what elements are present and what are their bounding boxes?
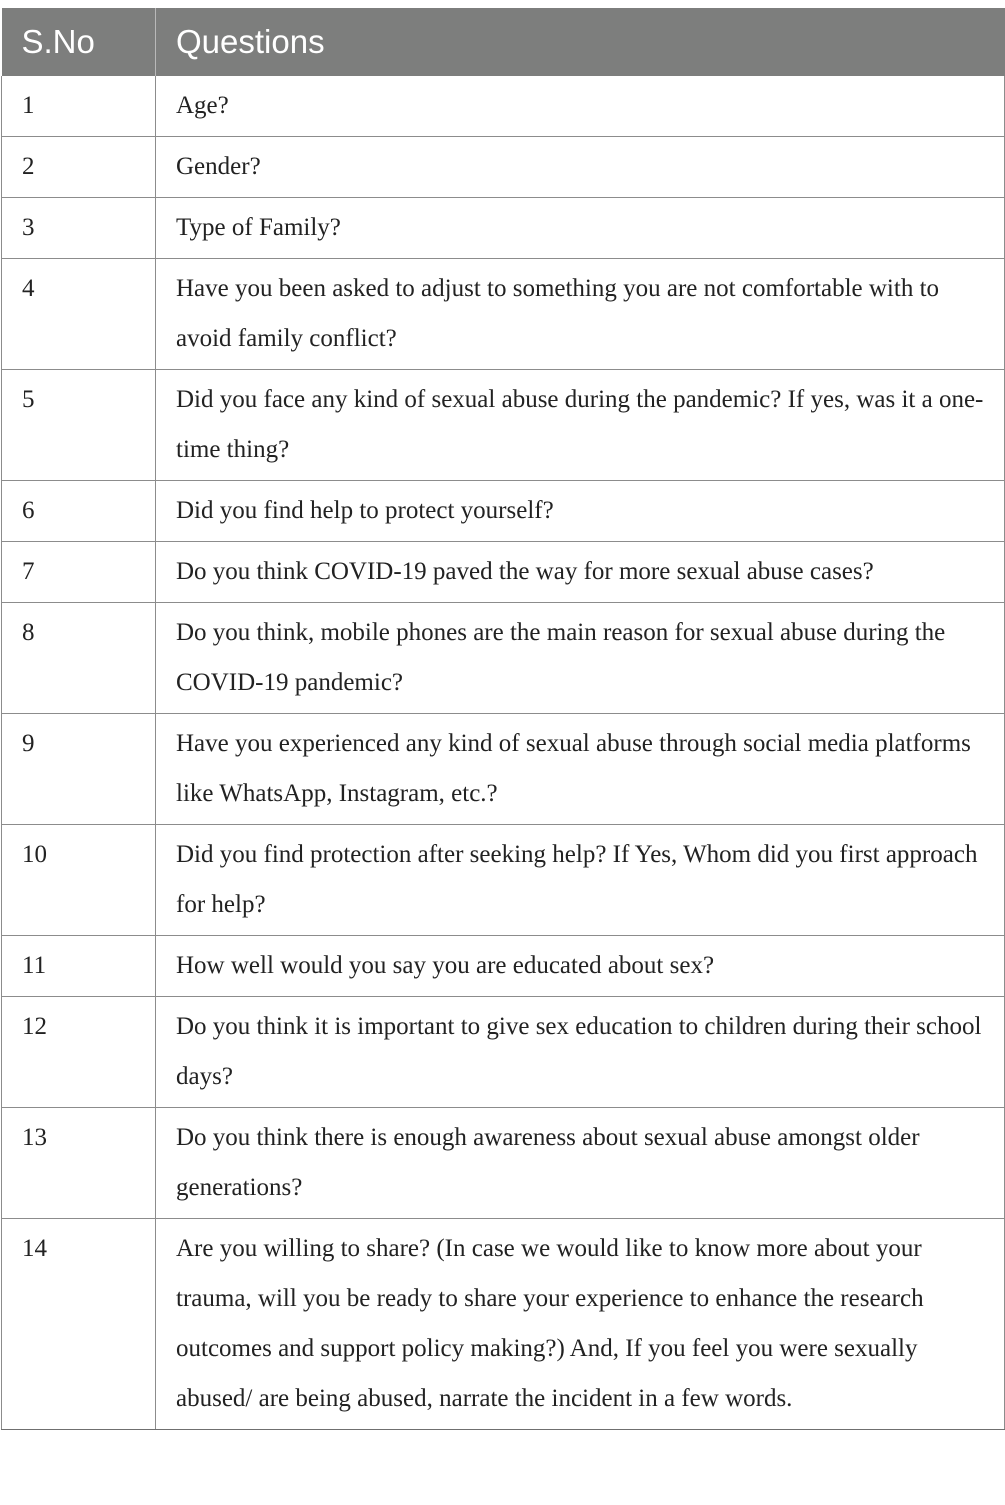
row-number: 14	[2, 1219, 156, 1430]
row-question: Do you think it is important to give sex education to children during their school days?	[156, 997, 1005, 1108]
table-row	[2, 259, 1005, 370]
questionnaire-table	[1, 8, 1005, 1430]
table-header	[2, 8, 1005, 76]
table-body	[2, 76, 1005, 1430]
row-number: 8	[2, 603, 156, 714]
row-number: 9	[2, 714, 156, 825]
row-question: Did you find help to protect yourself?	[156, 481, 1005, 542]
row-question: Are you willing to share? (In case we would like to know more about your trauma, will you be ready to share your experience to enhance the research outcomes and support policy making?) And, If you feel you were sexually abused/ are being abused, narrate the incident in a few words.	[156, 1219, 1005, 1430]
table-row	[2, 603, 1005, 714]
table-row	[2, 825, 1005, 936]
table-row	[2, 370, 1005, 481]
row-question: Have you been asked to adjust to something you are not comfortable with to avoid family conflict?	[156, 259, 1005, 370]
table-row	[2, 542, 1005, 603]
row-number: 12	[2, 997, 156, 1108]
row-number: 5	[2, 370, 156, 481]
row-question: Type of Family?	[156, 198, 1005, 259]
header-sno: S.No	[2, 8, 156, 76]
table-row	[2, 481, 1005, 542]
table-row	[2, 76, 1005, 137]
table-row	[2, 1219, 1005, 1430]
table-row	[2, 714, 1005, 825]
row-question: Gender?	[156, 137, 1005, 198]
row-number: 2	[2, 137, 156, 198]
row-question: Do you think there is enough awareness about sexual abuse amongst older generations?	[156, 1108, 1005, 1219]
row-number: 11	[2, 936, 156, 997]
table-row	[2, 936, 1005, 997]
table-row	[2, 1108, 1005, 1219]
row-number: 10	[2, 825, 156, 936]
row-question: Did you face any kind of sexual abuse during the pandemic? If yes, was it a one-time thing?	[156, 370, 1005, 481]
header-questions: Questions	[156, 8, 1005, 76]
row-number: 4	[2, 259, 156, 370]
table-row	[2, 137, 1005, 198]
row-number: 6	[2, 481, 156, 542]
row-number: 13	[2, 1108, 156, 1219]
row-question: Age?	[156, 76, 1005, 137]
row-question: How well would you say you are educated about sex?	[156, 936, 1005, 997]
table-row	[2, 198, 1005, 259]
row-question: Do you think, mobile phones are the main reason for sexual abuse during the COVID-19 pandemic?	[156, 603, 1005, 714]
row-question: Did you find protection after seeking help? If Yes, Whom did you first approach for help?	[156, 825, 1005, 936]
row-question: Do you think COVID-19 paved the way for more sexual abuse cases?	[156, 542, 1005, 603]
table-row	[2, 997, 1005, 1108]
row-question: Have you experienced any kind of sexual abuse through social media platforms like WhatsApp, Instagram, etc.?	[156, 714, 1005, 825]
row-number: 3	[2, 198, 156, 259]
header-row	[2, 8, 1005, 76]
row-number: 7	[2, 542, 156, 603]
row-number: 1	[2, 76, 156, 137]
